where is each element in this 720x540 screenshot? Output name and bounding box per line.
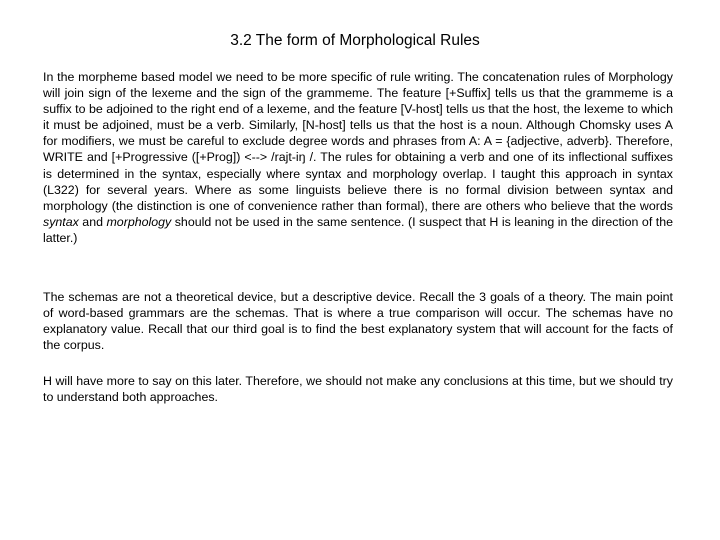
paragraph-morpheme-model — [43, 69, 673, 246]
paragraph-text-part: and — [78, 214, 107, 229]
italic-term-morphology: morphology — [106, 214, 172, 229]
paragraph-text: The schemas are not a theoretical device, but a descriptive device. Recall the 3 goals of a theory. The main point of word-based grammars are the schemas. That is where a true comparison will occur. The schemas have no explanatory value. Recall that our third goal is to find the best explanatory system that will account for the facts of the corpus. — [43, 290, 673, 353]
paragraph-conclusion — [43, 373, 673, 405]
paragraph-text — [43, 69, 673, 246]
paragraph-schemas — [43, 289, 673, 353]
paragraph-text-part: should not be used in the same sentence. (I suspect that H is leaning in the direction of the latter.) — [43, 214, 673, 245]
paragraph-text-part: In the morpheme based model we need to be more specific of rule writing. The concatenation rules of Morphology will join sign of the lexeme and the sign of the grammeme. The feature [+Suffix] tells us that the grammeme is a suffix to be adjoined to the right end of a lexeme, and the feature [V-host] tells us that the host, the lexeme to which it must be adjoined, must be a verb. Similarly, [N-host] tells us that the host is a noun. Although Chomsky uses A for modifiers, we must be careful to exclude degree words and phrases from A: A = {adjective, adverb}. Therefore, WRITE and [+Progressive ([+Prog]) <--> /rajt-iŋ /. The rules for obtaining a verb and one of its inflectional suffixes is determined in the syntax, especially where syntax and morphology overlap. I taught this approach in syntax (L322) for several years. Where as some linguists believe there is no formal division between syntax and morphology (the distinction is one of convenience rather than formal), there are others who believe that the words — [43, 70, 673, 213]
section-title: 3.2 The form of Morphological Rules — [230, 32, 480, 49]
italic-term-syntax: syntax — [43, 214, 79, 229]
paragraph-text: H will have more to say on this later. Therefore, we should not make any conclusions at this time, but we should try to understand both approaches. — [43, 374, 673, 405]
